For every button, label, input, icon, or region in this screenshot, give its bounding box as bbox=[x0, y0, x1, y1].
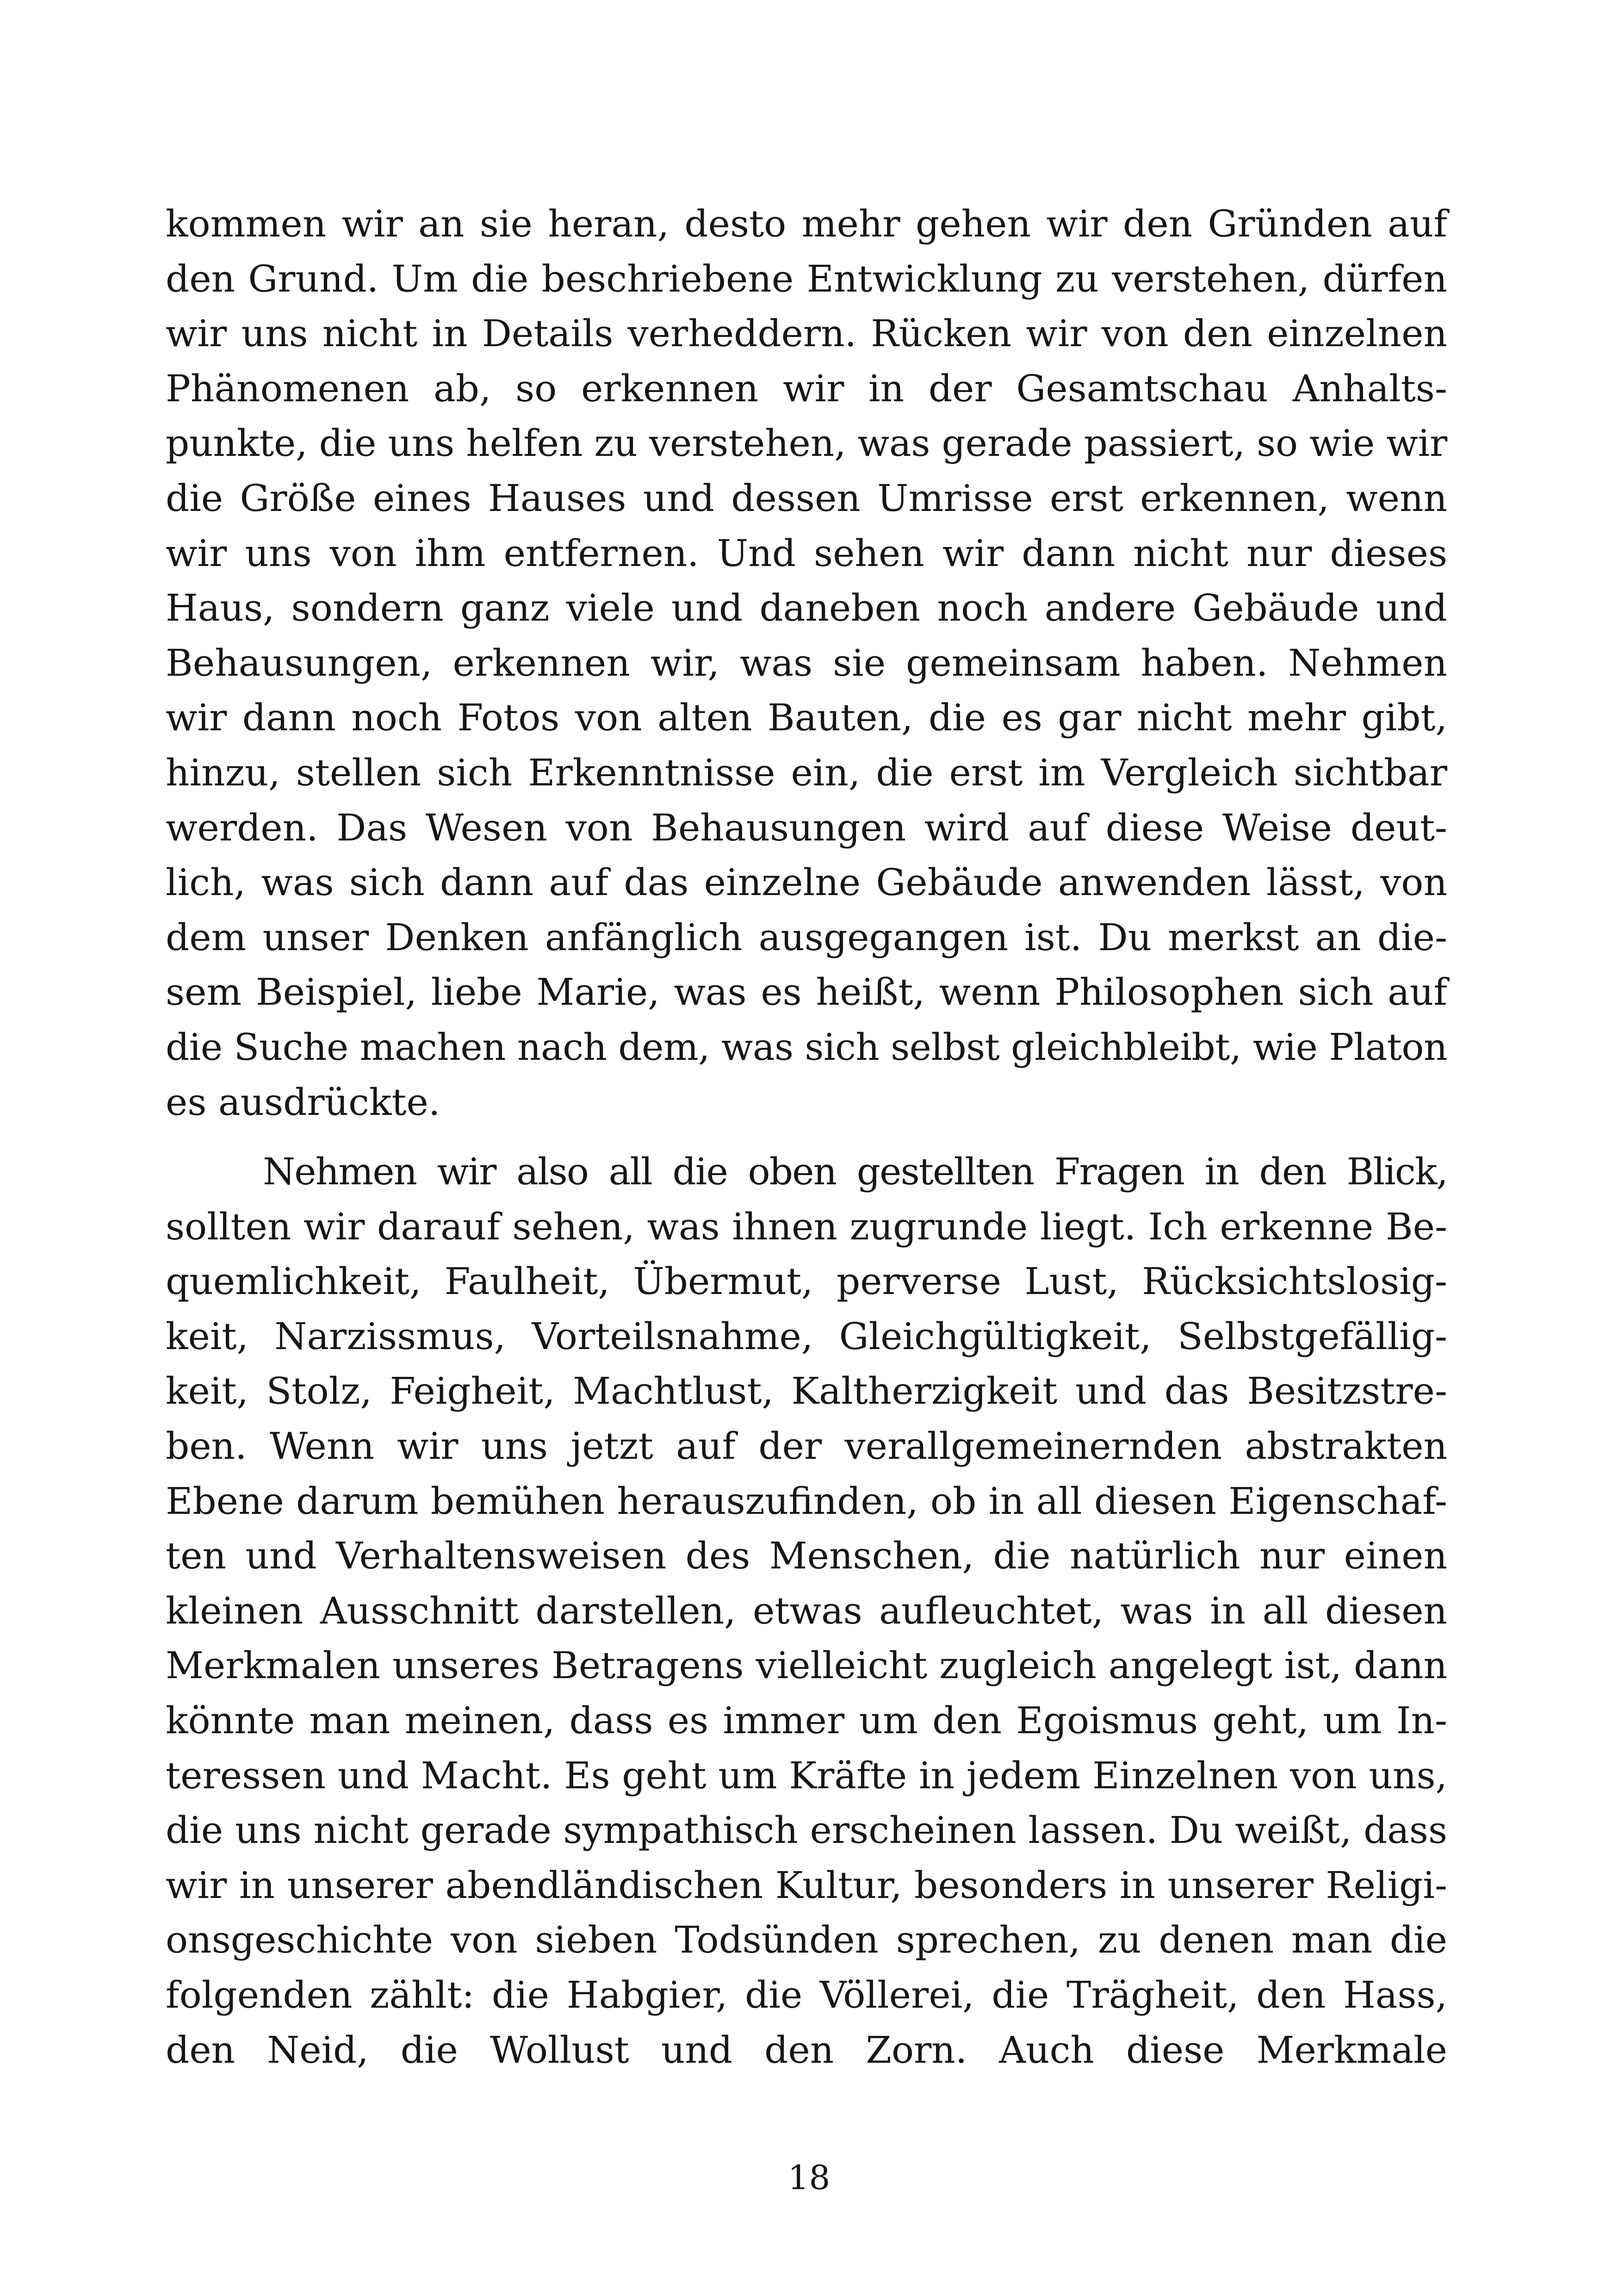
text-line: onsgeschichte von sieben Todsünden sprechen, zu denen man die bbox=[166, 1918, 1447, 1962]
text-line: den Neid, die Wollust und den Zorn. Auch diese Merkmale bbox=[166, 2028, 1447, 2072]
text-line: Merkmalen unseres Betragens vielleicht zugleich angelegt ist, dann bbox=[166, 1644, 1447, 1687]
text-line: lich, was sich dann auf das einzelne Gebäude anwenden lässt, von bbox=[166, 861, 1447, 904]
text-line: sollten wir darauf sehen, was ihnen zugrunde liegt. Ich erkenne Be- bbox=[166, 1205, 1447, 1248]
text-line: wir dann noch Fotos von alten Bauten, die es gar nicht mehr gibt, bbox=[166, 696, 1447, 740]
text-line: die Größe eines Hauses und dessen Umrisse erst erkennen, wenn bbox=[166, 476, 1447, 520]
paragraph-2 bbox=[166, 1145, 1447, 2078]
text-line: hinzu, stellen sich Erkenntnisse ein, die erst im Vergleich sichtbar bbox=[166, 751, 1447, 794]
text-line: punkte, die uns helfen zu verstehen, was gerade passiert, so wie wir bbox=[166, 422, 1448, 465]
text-line: Haus, sondern ganz viele und daneben noch andere Gebäude und bbox=[166, 586, 1447, 630]
text-line: werden. Das Wesen von Behausungen wird auf diese Weise deut- bbox=[166, 806, 1447, 849]
text-line: kleinen Ausschnitt darstellen, etwas aufleuchtet, was in all diesen bbox=[166, 1589, 1447, 1632]
text-line: den Grund. Um die beschriebene Entwicklung zu verstehen, dürfen bbox=[166, 257, 1447, 300]
text-line: wir in unserer abendländischen Kultur, besonders in unserer Religi- bbox=[166, 1863, 1447, 1907]
text-line: könnte man meinen, dass es immer um den Egoismus geht, um In- bbox=[166, 1699, 1447, 1742]
text-line: teressen und Macht. Es geht um Kräfte in jedem Einzelnen von uns, bbox=[166, 1754, 1447, 1797]
page-number: 18 bbox=[787, 2158, 831, 2197]
paragraph-1 bbox=[166, 197, 1447, 1130]
text-line: ten und Verhaltensweisen des Menschen, die natürlich nur einen bbox=[166, 1534, 1447, 1578]
text-line: kommen wir an sie heran, desto mehr gehen wir den Gründen auf bbox=[166, 202, 1447, 245]
text-line: wir uns von ihm entfernen. Und sehen wir dann nicht nur dieses bbox=[166, 531, 1447, 575]
text-line: die Suche machen nach dem, was sich selbst gleichbleibt, wie Platon bbox=[166, 1025, 1447, 1069]
text-line: es ausdrückte. bbox=[166, 1080, 440, 1124]
paragraph-gap bbox=[166, 1130, 1447, 1145]
text-line: Ebene darum bemühen herauszufinden, ob in all diesen Eigenschaf- bbox=[166, 1479, 1447, 1523]
body-text bbox=[166, 197, 1447, 2078]
text-line: sem Beispiel, liebe Marie, was es heißt, wenn Philosophen sich auf bbox=[166, 971, 1447, 1014]
text-line: quemlichkeit, Faulheit, Übermut, perverse Lust, Rücksichtslosig- bbox=[166, 1260, 1447, 1303]
text-line: keit, Stolz, Feigheit, Machtlust, Kaltherzigkeit und das Besitzstre- bbox=[166, 1369, 1447, 1413]
text-line: dem unser Denken anfänglich ausgegangen ist. Du merkst an die- bbox=[166, 915, 1447, 959]
text-line: folgenden zählt: die Habgier, die Völlerei, die Trägheit, den Hass, bbox=[166, 1973, 1447, 2016]
text-line: keit, Narzissmus, Vorteilsnahme, Gleichgültigkeit, Selbstgefällig- bbox=[166, 1314, 1447, 1358]
text-line: die uns nicht gerade sympathisch erscheinen lassen. Du weißt, dass bbox=[166, 1809, 1447, 1852]
text-line: Behausungen, erkennen wir, was sie gemeinsam haben. Nehmen bbox=[166, 641, 1447, 684]
text-line: Phänomenen ab, so erkennen wir in der Gesamtschau Anhalts- bbox=[166, 367, 1447, 410]
text-line: ben. Wenn wir uns jetzt auf der verallgemeinernden abstrakten bbox=[166, 1425, 1447, 1468]
text-line: Nehmen wir also all die oben gestellten Fragen in den Blick, bbox=[263, 1150, 1447, 1194]
text-line: wir uns nicht in Details verheddern. Rücken wir von den einzelnen bbox=[166, 312, 1447, 355]
